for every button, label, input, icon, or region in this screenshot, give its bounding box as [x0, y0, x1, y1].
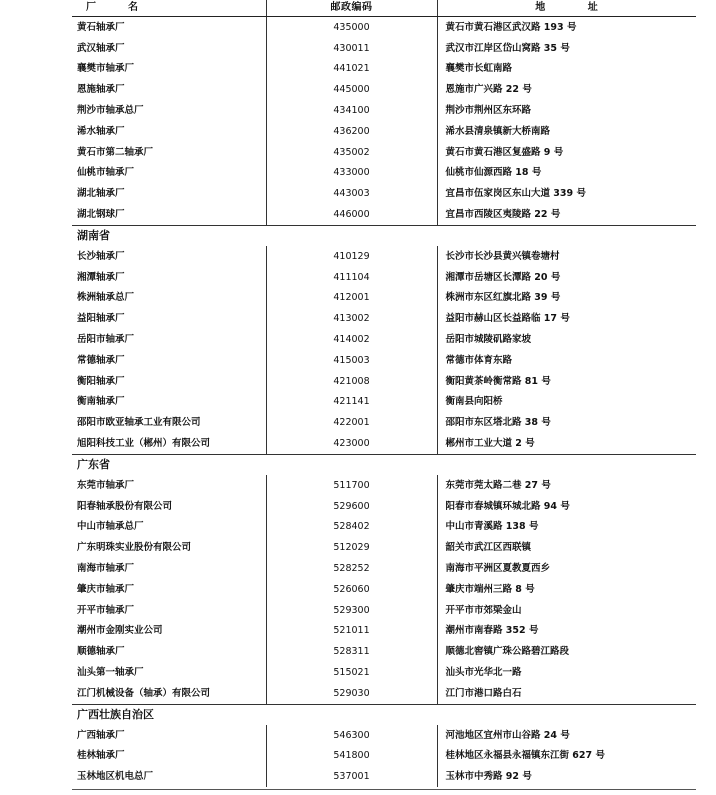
- factory-name: 南海市轴承厂: [77, 563, 135, 575]
- postal-code: 436200: [266, 121, 437, 142]
- table-row: [72, 371, 696, 392]
- table-row: [72, 496, 696, 517]
- postal-code: 423000: [266, 433, 437, 454]
- factory-name: 玉林地区机电总厂: [77, 771, 154, 783]
- table-row: [72, 38, 696, 59]
- factory-address: 益阳市赫山区长益路临 17 号: [437, 308, 696, 329]
- postal-code: 433000: [266, 163, 437, 184]
- factory-name: 湖北钢球厂: [77, 209, 125, 221]
- factory-name: 邵阳市欧亚轴承工业有限公司: [77, 417, 201, 429]
- postal-code: 435002: [266, 142, 437, 163]
- factory-address: 中山市青溪路 138 号: [437, 517, 696, 538]
- postal-code: 528311: [266, 641, 437, 662]
- postal-code: 415003: [266, 350, 437, 371]
- factory-address: 恩施市广兴路 22 号: [437, 79, 696, 100]
- table-row: [72, 79, 696, 100]
- factory-name: 衡阳轴承厂: [77, 375, 125, 387]
- factory-name: 江门机械设备（轴承）有限公司: [77, 687, 211, 699]
- table-row: [72, 558, 696, 579]
- table-row: [72, 163, 696, 184]
- factory-address: 常德市体育东路: [437, 350, 696, 371]
- postal-code: 515021: [266, 662, 437, 683]
- factory-name: 湘潭轴承厂: [77, 271, 125, 283]
- factory-name: 长沙轴承厂: [77, 250, 125, 262]
- factory-name: 广西轴承厂: [77, 729, 125, 741]
- region-header-row: [72, 225, 696, 246]
- factory-table: [72, 0, 696, 787]
- factory-name: 桂林轴承厂: [77, 750, 125, 762]
- factory-address: 东莞市莞太路二巷 27 号: [437, 475, 696, 496]
- postal-code: 529030: [266, 683, 437, 704]
- factory-address: 桂林地区永福县永福镇东江街 627 号: [437, 746, 696, 767]
- factory-name: 襄樊市轴承厂: [77, 63, 135, 75]
- factory-address: 顺德北窖镇广珠公路碧江路段: [437, 641, 696, 662]
- factory-address: 黄石市黄石港区武汉路 193 号: [437, 17, 696, 38]
- factory-address: 衡阳黄茶岭衡常路 81 号: [437, 371, 696, 392]
- table-row: [72, 600, 696, 621]
- factory-address: 襄樊市长虹南路: [437, 59, 696, 80]
- postal-code: 441021: [266, 59, 437, 80]
- region-name: 广西壮族自治区: [72, 704, 266, 725]
- table-row: [72, 59, 696, 80]
- factory-name: 常德轴承厂: [77, 354, 125, 366]
- factory-name: 顺德轴承厂: [77, 646, 125, 658]
- factory-name: 衡南轴承厂: [77, 396, 125, 408]
- factory-name: 开平市轴承厂: [77, 604, 135, 616]
- postal-code: 421008: [266, 371, 437, 392]
- factory-name: 旭阳科技工业（郴州）有限公司: [77, 438, 211, 450]
- table-body: [72, 17, 696, 788]
- table-row: [72, 392, 696, 413]
- postal-code: 526060: [266, 579, 437, 600]
- factory-address: 黄石市黄石港区复盛路 9 号: [437, 142, 696, 163]
- postal-code: 413002: [266, 308, 437, 329]
- factory-name: 东莞市轴承厂: [77, 479, 135, 491]
- header-postal-code: 邮政编码: [266, 0, 437, 17]
- factory-name: 黄石轴承厂: [77, 21, 125, 33]
- table-row: [72, 725, 696, 746]
- postal-code: 528402: [266, 517, 437, 538]
- table-header-row: [72, 0, 696, 17]
- factory-name: 黄石市第二轴承厂: [77, 146, 154, 158]
- postal-code: 537001: [266, 766, 437, 787]
- postal-code: 414002: [266, 329, 437, 350]
- postal-code: 528252: [266, 558, 437, 579]
- factory-address: 浠水县清泉镇新大桥南路: [437, 121, 696, 142]
- table-row: [72, 142, 696, 163]
- factory-name: 岳阳市轴承厂: [77, 334, 135, 346]
- table-row: [72, 475, 696, 496]
- table-row: [72, 308, 696, 329]
- factory-address: 江门市港口路白石: [437, 683, 696, 704]
- factory-name: 阳春轴承股份有限公司: [77, 500, 173, 512]
- factory-address: 邵阳市东区塔北路 38 号: [437, 412, 696, 433]
- postal-code: 529600: [266, 496, 437, 517]
- factory-directory: [72, 0, 696, 787]
- table-row: [72, 246, 696, 267]
- postal-code: 411104: [266, 267, 437, 288]
- factory-address: 仙桃市仙源西路 18 号: [437, 163, 696, 184]
- factory-address: 武汉市江岸区岱山窝路 35 号: [437, 38, 696, 59]
- factory-address: 玉林市中秀路 92 号: [437, 766, 696, 787]
- factory-name: 广东明珠实业股份有限公司: [77, 542, 192, 554]
- factory-name: 汕头第一轴承厂: [77, 667, 144, 678]
- table-row: [72, 412, 696, 433]
- postal-code: 445000: [266, 79, 437, 100]
- factory-address: 衡南县向阳桥: [437, 392, 696, 413]
- factory-name: 肇庆市轴承厂: [77, 583, 135, 595]
- factory-address: 株洲市东区红旗北路 39 号: [437, 288, 696, 309]
- table-row: [72, 683, 696, 704]
- factory-address: 荆沙市荆州区东环路: [437, 100, 696, 121]
- factory-name: 中山市轴承总厂: [77, 521, 144, 533]
- postal-code: 421141: [266, 392, 437, 413]
- factory-address: 肇庆市端州三路 8 号: [437, 579, 696, 600]
- header-name: 厂 名: [72, 0, 266, 17]
- region-header-row: [72, 454, 696, 475]
- region-header-row: [72, 704, 696, 725]
- factory-address: 韶关市武江区西联镇: [437, 537, 696, 558]
- postal-code: 435000: [266, 17, 437, 38]
- postal-code: 529300: [266, 600, 437, 621]
- factory-name: 荆沙市轴承总厂: [77, 105, 144, 117]
- factory-address: 南海市平洲区夏教夏西乡: [437, 558, 696, 579]
- postal-code: 434100: [266, 100, 437, 121]
- table-row: [72, 204, 696, 225]
- region-spacer: [266, 225, 696, 246]
- table-row: [72, 17, 696, 38]
- factory-address: 宜昌市伍家岗区东山大道 339 号: [437, 183, 696, 204]
- factory-name: 潮州市金刚实业公司: [77, 625, 163, 637]
- region-name: 广东省: [72, 454, 266, 475]
- postal-code: 546300: [266, 725, 437, 746]
- factory-address: 河池地区宜州市山谷路 24 号: [437, 725, 696, 746]
- table-row: [72, 350, 696, 371]
- table-row: [72, 267, 696, 288]
- factory-name: 恩施轴承厂: [77, 84, 125, 96]
- postal-code: 422001: [266, 412, 437, 433]
- table-row: [72, 100, 696, 121]
- postal-code: 541800: [266, 746, 437, 767]
- header-address: 地 址: [437, 0, 696, 17]
- factory-address: 潮州市南春路 352 号: [437, 621, 696, 642]
- postal-code: 446000: [266, 204, 437, 225]
- region-name: 湖南省: [72, 225, 266, 246]
- factory-address: 长沙市长沙县黄兴镇卷塘村: [437, 246, 696, 267]
- factory-name: 湖北轴承厂: [77, 188, 125, 200]
- postal-code: 443003: [266, 183, 437, 204]
- postal-code: 430011: [266, 38, 437, 59]
- factory-address: 岳阳市城陵矶路家坡: [437, 329, 696, 350]
- page-bottom-rule: [72, 789, 696, 790]
- region-spacer: [266, 704, 696, 725]
- factory-address: 郴州市工业大道 2 号: [437, 433, 696, 454]
- table-row: [72, 121, 696, 142]
- table-row: [72, 662, 696, 683]
- table-row: [72, 641, 696, 662]
- factory-name: 仙桃市轴承厂: [77, 167, 135, 179]
- table-row: [72, 746, 696, 767]
- table-row: [72, 433, 696, 454]
- factory-address: 湘潭市岳塘区长潭路 20 号: [437, 267, 696, 288]
- table-row: [72, 517, 696, 538]
- table-row: [72, 621, 696, 642]
- postal-code: 511700: [266, 475, 437, 496]
- table-row: [72, 537, 696, 558]
- table-row: [72, 579, 696, 600]
- table-row: [72, 766, 696, 787]
- factory-name: 浠水轴承厂: [77, 125, 125, 137]
- table-row: [72, 329, 696, 350]
- postal-code: 521011: [266, 621, 437, 642]
- factory-address: 宜昌市西陵区夷陵路 22 号: [437, 204, 696, 225]
- postal-code: 512029: [266, 537, 437, 558]
- region-spacer: [266, 454, 696, 475]
- table-row: [72, 288, 696, 309]
- postal-code: 412001: [266, 288, 437, 309]
- factory-name: 株洲轴承总厂: [77, 292, 135, 304]
- factory-address: 阳春市春城镇环城北路 94 号: [437, 496, 696, 517]
- factory-address: 开平市市郊梁金山: [437, 600, 696, 621]
- factory-name: 武汉轴承厂: [77, 42, 125, 54]
- factory-name: 益阳轴承厂: [77, 313, 125, 325]
- postal-code: 410129: [266, 246, 437, 267]
- table-row: [72, 183, 696, 204]
- factory-address: 汕头市光华北一路: [437, 662, 696, 683]
